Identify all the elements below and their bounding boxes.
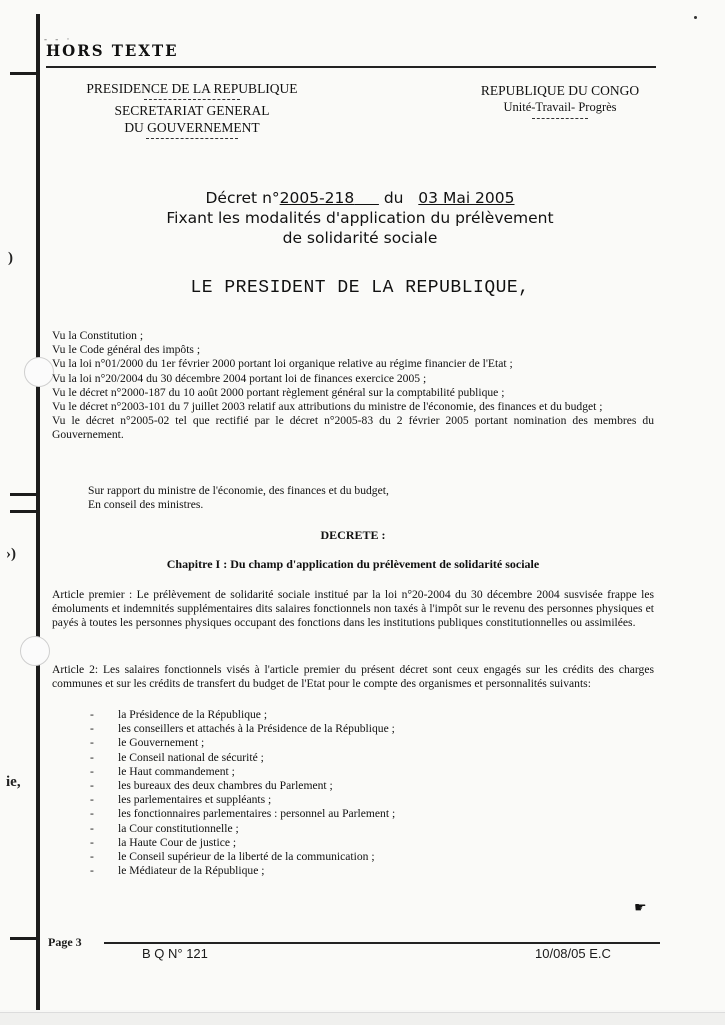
- list-item: - les bureaux des deux chambres du Parlement ;: [90, 779, 333, 793]
- list-item: - les parlementaires et suppléants ;: [90, 793, 272, 807]
- hors-texte-banner: HORS TEXTE: [46, 41, 179, 61]
- vu-clause: Vu la loi n°01/2000 du 1er février 2000 portant loi organique relative au régime financier de l'Etat ;: [52, 357, 513, 371]
- list-item: - la Cour constitutionnelle ;: [90, 821, 239, 835]
- header-left-block: [62, 80, 322, 141]
- list-item: - le Gouvernement ;: [90, 736, 205, 750]
- vu-clauses: [52, 329, 654, 443]
- article-1: [52, 588, 654, 631]
- motto-label: Unité-Travail- Progrès: [503, 100, 617, 114]
- republique-label: REPUBLIQUE DU CONGO: [480, 83, 640, 98]
- article-2-list: [90, 708, 395, 878]
- header-divider: [146, 138, 238, 139]
- decree-date: 03 Mai 2005: [418, 189, 515, 207]
- list-item: - les conseillers et attachés à la Présidence de la République ;: [90, 722, 395, 736]
- vu-clause: Vu le décret n°2003-101 du 7 juillet 2003 relatif aux attributions du ministre de l'économie, des finances et du budget ;: [52, 400, 603, 414]
- spine-tick: [10, 510, 38, 513]
- bleed-through-mark: ): [8, 250, 13, 266]
- pointing-hand-icon: ☛: [634, 901, 647, 916]
- header-rule: [46, 66, 656, 68]
- article-2: [52, 663, 654, 691]
- spine-tick: [10, 72, 38, 75]
- decrete-heading: DECRETE :: [320, 528, 386, 542]
- scan-speck: [694, 16, 697, 19]
- decree-prefix: Décret n°: [205, 189, 280, 207]
- punch-hole: [24, 357, 54, 387]
- footer-date: 10/08/05 E.C: [535, 946, 611, 961]
- list-item: - le Haut commandement ;: [90, 764, 235, 778]
- vu-clause: Vu la loi n°20/2004 du 30 décembre 2004 portant loi de finances exercice 2005 ;: [52, 371, 427, 385]
- vu-clause: Vu le décret n°2005-02 tel que rectifié par le décret n°2005-83 du 2 février 2005 portant nomination des membres du Gouvernement.: [52, 414, 654, 442]
- article-2-text: Article 2: Les salaires fonctionnels visés à l'article premier du présent décret sont ceux engagés sur les crédits des charges communes et sur les crédits de transfert du budget de l'Etat pour le compte des organismes et personnalités suivants:: [52, 663, 654, 691]
- list-item: - le Conseil supérieur de la liberté de la communication ;: [90, 850, 375, 864]
- decree-number: 2005-218: [279, 189, 355, 207]
- page-number: Page 3: [48, 935, 82, 949]
- secretariat-label: SECRETARIAT GENERAL: [114, 103, 270, 118]
- rapport-line: Sur rapport du ministre de l'économie, des finances et du budget,: [88, 484, 389, 497]
- header-divider: [144, 99, 240, 100]
- header-right-block: [460, 82, 660, 121]
- header-divider: [532, 118, 588, 119]
- list-item: - les fonctionnaires parlementaires : personnel au Parlement ;: [90, 807, 396, 821]
- punch-hole: [20, 636, 50, 666]
- bleed-through-mark: ie,: [6, 774, 21, 790]
- presidence-label: PRESIDENCE DE LA REPUBLIQUE: [86, 81, 298, 96]
- vu-clause: Vu le décret n°2000-187 du 10 août 2000 portant règlement général sur la comptabilité publique ;: [52, 385, 505, 399]
- vu-clause: Vu la Constitution ;: [52, 329, 144, 342]
- vu-clause: Vu le Code général des impôts ;: [52, 343, 201, 357]
- chapter-heading: Chapitre I : Du champ d'application du prélèvement de solidarité sociale: [166, 557, 540, 571]
- bulletin-number: B Q N° 121: [142, 946, 208, 961]
- spine-tick: [10, 493, 38, 496]
- decree-subject-line1: Fixant les modalités d'application du prélèvement: [166, 209, 554, 227]
- decree-du: du: [383, 189, 404, 207]
- decree-title: [100, 188, 620, 248]
- scan-dots: - - ·: [44, 34, 73, 44]
- decree-subject-line2: de solidarité sociale: [282, 229, 438, 247]
- list-item: - la Présidence de la République ;: [90, 708, 268, 721]
- list-item: - la Haute Cour de justice ;: [90, 835, 237, 849]
- bleed-through-mark: ›): [6, 546, 16, 562]
- footer-rule: [104, 942, 660, 944]
- article-1-text: Article premier : Le prélèvement de solidarité sociale institué par la loi n°20-2004 du 30 décembre 2004 susvisée frappe les émoluments et indemnités supplémentaires dits salaires fonctionnels non taxés à l'impôt sur le revenu des personnes physiques et payés à toutes les personnes physiques occupant des fonctions dans les institutions publiques constitutionnelles ou assimilées.: [52, 588, 654, 630]
- list-item: - le Conseil national de sécurité ;: [90, 750, 264, 764]
- spine-tick: [10, 937, 38, 940]
- rapport-line: En conseil des ministres.: [88, 498, 204, 512]
- gouvernement-label: DU GOUVERNEMENT: [124, 120, 260, 135]
- list-item: - le Médiateur de la République ;: [90, 864, 265, 878]
- president-heading: LE PRESIDENT DE LA REPUBLIQUE,: [190, 278, 530, 298]
- decree-number-line: [100, 188, 620, 208]
- page-bottom-edge: [0, 1012, 725, 1025]
- rapport-block: [88, 484, 690, 512]
